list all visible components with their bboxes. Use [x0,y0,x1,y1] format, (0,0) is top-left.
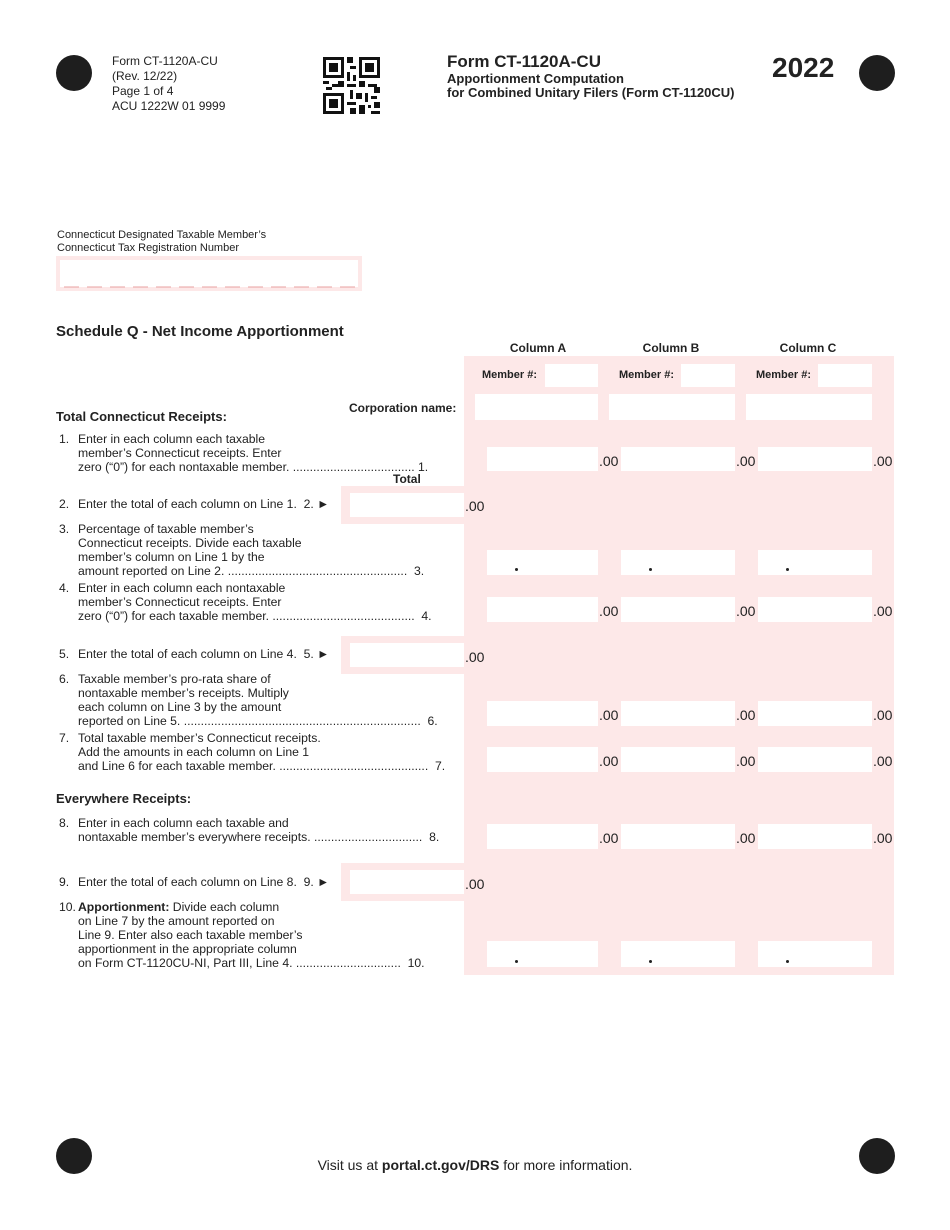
line-1-input-b[interactable] [621,447,735,471]
line-8-text: 8. Enter in each column each taxable and nontaxable member’s everywhere receipts. ................................ 8. [59,816,440,844]
column-a-heading: Column A [509,341,567,355]
form-code: ACU 1222W 01 9999 [112,99,226,113]
line-8-input-c[interactable] [758,824,872,849]
line-10-input-c[interactable] [758,941,872,967]
member-label-b: Member #: [619,369,675,381]
footer-url-link[interactable]: portal.ct.gov/DRS [381,1157,500,1173]
line-10-input-a[interactable] [487,941,598,967]
line-4-cents-b: .00 [736,603,756,619]
line-10-text: on Line 7 by the amount reported on Line 9. Enter also each taxable member’s apportionment in the appropriate column on Form CT-1120CU-NI, Part III, Line 4. ............................... 10. [78,914,425,970]
form-revision: (Rev. 12/22) [112,69,178,83]
line-10-input-b[interactable] [621,941,735,967]
page-number: Page 1 of 4 [112,84,174,98]
form-subtitle: Apportionment Computation for Combined Unitary Filers (Form CT-1120CU) [447,71,735,100]
line-3-text: 3. Percentage of taxable member’s Connecticut receipts. Divide each taxable member’s column on Line 1 by the amount reported on Line 2. ..................................................... 3. [59,522,425,578]
line-6-input-a[interactable] [487,701,598,726]
corporation-name-input-a[interactable] [475,394,598,420]
line-1-cents-c: .00 [873,453,893,469]
line-6-cents-b: .00 [736,707,756,723]
line-3-input-b[interactable] [621,550,735,575]
column-b-heading: Column B [642,341,700,355]
line-1-text: 1. Enter in each column each taxable member’s Connecticut receipts. Enter zero (“0”) for each nontaxable member. .................................... 1. [59,432,429,474]
form-id: Form CT-1120A-CU [112,54,218,68]
section-everywhere-receipts: Everywhere Receipts: [56,791,192,806]
line-7-input-c[interactable] [758,747,872,772]
line-8-cents-c: .00 [873,830,893,846]
line-8-input-a[interactable] [487,824,598,849]
line-4-cents-a: .00 [599,603,619,619]
line-2-text: 2. Enter the total of each column on Line 1. 2. ► [59,497,330,511]
line-8-cents-a: .00 [599,830,619,846]
line-7-cents-c: .00 [873,753,893,769]
corporation-name-input-b[interactable] [609,394,735,420]
line-1-cents-a: .00 [599,453,619,469]
member-label-c: Member #: [756,369,812,381]
line-6-cents-c: .00 [873,707,893,723]
line-7-input-a[interactable] [487,747,598,772]
line-3-input-c[interactable] [758,550,872,575]
column-c-heading: Column C [779,341,837,355]
line-2-cents: .00 [465,498,485,514]
qr-code-icon [323,57,380,114]
line-4-text: 4. Enter in each column each nontaxable member’s Connecticut receipts. Enter zero (“0”) for each taxable member. .......................................... 4. [59,581,432,623]
line-8-cents-b: .00 [736,830,756,846]
line-9-total-input[interactable] [350,870,464,894]
member-label-a: Member #: [482,369,538,381]
registration-label: Connecticut Designated Taxable Member’s Connecticut Tax Registration Number [57,229,267,254]
line-9-cents: .00 [465,876,485,892]
line-1-input-c[interactable] [758,447,872,471]
member-number-input-a[interactable] [545,364,598,387]
line-5-text: 5. Enter the total of each column on Line 4. 5. ► [59,647,330,661]
line-3-input-a[interactable] [487,550,598,575]
registration-mark-top-left [56,55,92,91]
form-title: Form CT-1120A-CU [447,52,601,71]
line-6-input-b[interactable] [621,701,735,726]
line-10-number: 10. [59,900,76,914]
member-number-input-b[interactable] [681,364,735,387]
line-10-heading: Apportionment: Divide each column [78,900,280,914]
form-meta [112,54,225,114]
line-4-input-c[interactable] [758,597,872,622]
line-5-total-input[interactable] [350,643,464,667]
line-4-cents-c: .00 [873,603,893,619]
line-7-cents-b: .00 [736,753,756,769]
line-2-total-input[interactable] [350,493,464,517]
line-9-text: 9. Enter the total of each column on Line 8. 9. ► [59,875,330,889]
section-ct-receipts: Total Connecticut Receipts: [56,409,227,424]
line-8-input-b[interactable] [621,824,735,849]
registration-mark-top-right [859,55,895,91]
member-number-input-c[interactable] [818,364,872,387]
line-5-cents: .00 [465,649,485,665]
corporation-name-input-c[interactable] [746,394,872,420]
line-4-input-a[interactable] [487,597,598,622]
schedule-title: Schedule Q - Net Income Apportionment [56,323,344,340]
line-7-text: 7. Total taxable member’s Connecticut receipts. Add the amounts in each column on Line 1 and Line 6 for each taxable member. ............................................ 7. [59,731,446,773]
footer-text: Visit us at portal.ct.gov/DRS for more information. [317,1157,633,1173]
line-1-cents-b: .00 [736,453,756,469]
line-6-cents-a: .00 [599,707,619,723]
corporation-name-label: Corporation name: [349,401,457,415]
tax-year: 2022 [772,52,835,83]
line-6-input-c[interactable] [758,701,872,726]
total-heading: Total [393,472,421,486]
line-7-cents-a: .00 [599,753,619,769]
line-1-input-a[interactable] [487,447,598,471]
registration-number-input[interactable] [56,256,362,291]
line-4-input-b[interactable] [621,597,735,622]
line-7-input-b[interactable] [621,747,735,772]
line-6-text: 6. Taxable member’s pro-rata share of nontaxable member’s receipts. Multiply each column on Line 3 by the amount reported on Line 5. ...................................................................... 6. [59,672,438,728]
